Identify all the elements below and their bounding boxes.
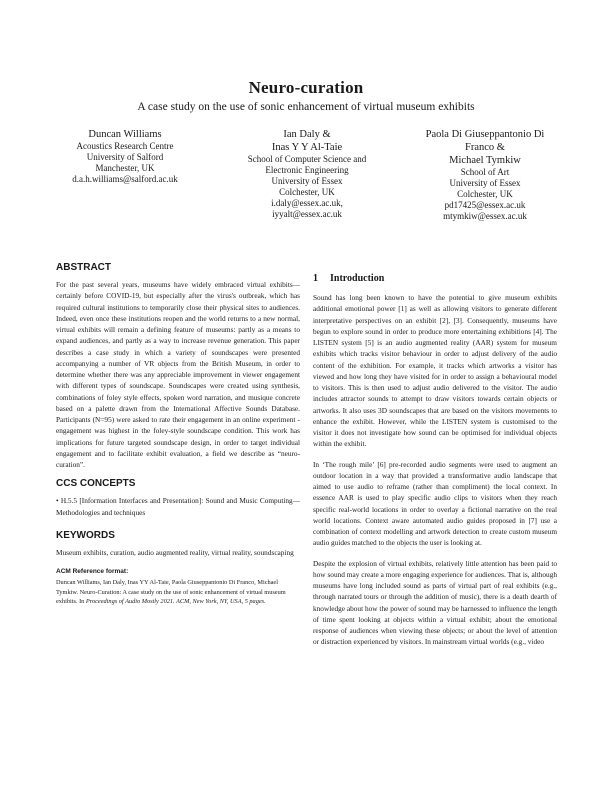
author-block-williams xyxy=(50,128,200,185)
author-affiliation: Electronic Engineering xyxy=(265,165,349,175)
author-email: d.a.h.williams@salford.ac.uk xyxy=(72,174,178,184)
author-location: Manchester, UK xyxy=(95,163,155,173)
author-name: Inas Y Y Al-Taie xyxy=(271,142,343,153)
section-title: Introduction xyxy=(330,273,385,284)
author-location: Colchester, UK xyxy=(457,189,513,199)
author-email: pd17425@essex.ac.uk xyxy=(444,200,526,210)
ccs-heading: CCS CONCEPTS xyxy=(56,478,136,490)
section-number: 1 xyxy=(313,273,318,284)
author-email: i.daly@essex.ac.uk, xyxy=(271,198,343,208)
author-name: Franco & xyxy=(465,142,505,153)
paper-subtitle: A case study on the use of sonic enhancement of virtual museum exhibits xyxy=(137,101,475,113)
acm-reference-plain: Duncan Williams, Ian Daly, Inas YY Al-Taie, Paola Giuseppantonio Di Franco, Michael Tymkiw. Neuro-Curation: A case study on the use of sonic enhancement of virtual museum exhibits. In xyxy=(56,579,286,605)
author-name: Paola Di Giuseppantonio Di xyxy=(425,129,545,140)
acm-reference-text xyxy=(56,578,300,607)
ccs-text: • H.5.5 [Information Interfaces and Presentation]: Sound and Music Computing—Methodologies and techniques xyxy=(56,496,300,517)
right-column xyxy=(313,273,557,657)
keywords-heading: KEYWORDS xyxy=(56,529,115,541)
left-column xyxy=(56,262,300,607)
intro-paragraph: Despite the explosion of virtual exhibits, relatively little attention has been paid to how sound may create a more engaging experience for audiences. That is, although museums have long included sound as parts of virtual part of real exhibits (e.g., through narrated tours or through the addition of music), there is a death dearth of knowledge about how the power of sound may be harnessed to influence the length of time spent looking at objects within a virtual exhibit; about the emotional response of audiences when viewing these objects; or about the level of attention or distraction experienced by visitors. In mainstream virtual worlds (e.g., video xyxy=(313,558,557,647)
paper-title: Neuro-curation xyxy=(248,78,364,97)
author-name: Duncan Williams xyxy=(88,129,162,140)
acm-reference-italic: Proceedings of Audio Mostly 2021. ACM, New York, NY, USA, 5 pages. xyxy=(85,598,266,605)
intro-paragraph: Sound has long been known to have the potential to give museum exhibits additional emotional power [1] as well as allowing visitors to generate different interpretative perspectives on an exhibit [2], [3]. Consequently, museums have begun to explore sound in order to produce more entertaining exhibitions [4]. The LISTEN system [5] is an audio augmented reality (AAR) system for museum exhibits which tracks visitor behaviour in order to adjust delivery of the audio content of the exhibition. For example, it tracks which artworks a visitor has viewed and how long they have visited for in order to assign a behavioural model to visitors. This is then used to adjust audio delivered to the visitor. The audio includes attractor sounds to attempt to draw visitors towards certain objects or artworks. It also uses 3D soundscapes that are based on the visitors movements to enhance the exhibit. However, while the LISTEN system is customised to the visitor it does not investigate how sound can be optimised for individual objects within the exhibit. xyxy=(313,293,557,449)
author-email: mtymkiw@essex.ac.uk xyxy=(443,211,527,221)
author-affiliation: University of Essex xyxy=(271,176,343,186)
abstract-heading: ABSTRACT xyxy=(56,262,111,273)
abstract-text: For the past several years, museums have widely embraced virtual exhibits—certainly before COVID-19, but especially after the virus's outbreak, which has required cultural institutions to temporarily close their physical sites to audiences. Indeed, even once these institutions reopen and the world returns to a new normal, virtual exhibits will remain a defining feature of museums: partly as a means to expand audiences, and partly as a way to increase revenue generation. This paper describes a case study in which a variety of soundscapes were presented accompanying a number of VR objects from the British Museum, in order to determine whether there was any appreciable improvement in viewer engagement with different types of soundscape. Soundscapes were created using synthesis, combinations of foley style effects, spoken word narration, and musique concrete based on a palette drawn from the International Affective Sounds Database. Participants (N=95) were asked to rate their engagement in an online experiment - engagement was highest in the foley-style soundscape condition. This work has implications for future targeted soundscape design, in order to target individual engagement and to facilitate exhibit evaluation, a field we describe as “neuro-curation”. xyxy=(56,280,300,469)
author-name: Michael Tymkiw xyxy=(449,155,521,166)
author-affiliation: School of Art xyxy=(460,167,510,177)
author-affiliation: Acoustics Research Centre xyxy=(76,141,174,151)
acm-reference-heading: ACM Reference format: xyxy=(56,568,129,575)
author-name: Ian Daly & xyxy=(283,129,331,140)
author-location: Colchester, UK xyxy=(279,187,335,197)
author-affiliation: University of Essex xyxy=(449,178,521,188)
author-block-daly xyxy=(232,128,382,220)
author-email: iyyalt@essex.ac.uk xyxy=(272,209,342,219)
author-block-difranco xyxy=(400,128,570,222)
introduction-heading xyxy=(313,273,557,284)
author-affiliation: University of Salford xyxy=(86,152,164,162)
author-affiliation: School of Computer Science and xyxy=(247,154,367,164)
keywords-text: Museum exhibits, curation, audio augmented reality, virtual reality, soundscaping xyxy=(56,547,294,557)
intro-paragraph: In ‘The rough mile’ [6] pre-recorded audio segments were used to augment an outdoor location in a way that provided a transformative audio landscape that aimed to use audio to reframe (rather than compliment) the local context. In essence AAR is used to play specific audio clips to visitors when they reach specific real-world locations in order to overlay a fictional narrative on the real world locations. Context aware automated audio guides proposed in [7] use a combination of context modelling and artwork detection to create custom museum audio guides matched to the objects the user is looking at. xyxy=(313,459,557,548)
